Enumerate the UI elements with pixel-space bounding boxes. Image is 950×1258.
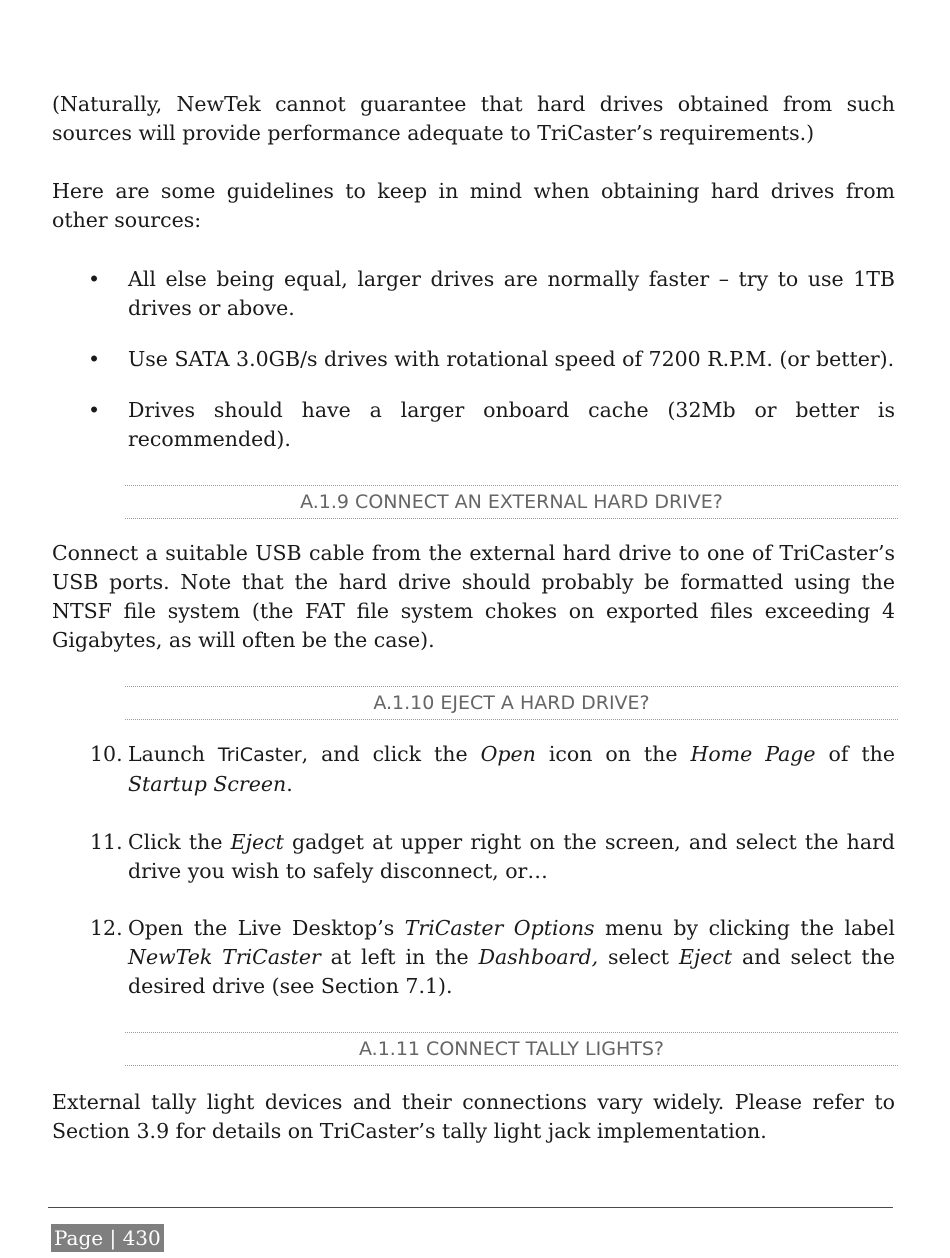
bullet-icon: • — [88, 398, 101, 422]
step-text-emphasis: Eject — [678, 945, 733, 969]
bullet-icon: • — [88, 267, 101, 291]
section-heading-a19: A.1.9 CONNECT AN EXTERNAL HARD DRIVE? — [125, 485, 898, 519]
list-item-text: All else being equal, larger drives are normally faster – try to use 1TB drives or above. — [128, 267, 895, 320]
document-page — [52, 90, 895, 1146]
step-text: Click the — [128, 830, 231, 854]
step-text: , and click the — [301, 742, 481, 766]
step-text-emphasis: Dashboard, — [478, 945, 599, 969]
footer-divider — [48, 1207, 893, 1208]
step-text: and select the desired drive (see Section 7.1). — [128, 945, 895, 998]
step-number: 12. — [90, 916, 123, 940]
step-text-emphasis: NewTek TriCaster — [128, 945, 321, 969]
step-text: Launch — [128, 742, 218, 766]
intro-paragraph-1: (Naturally, NewTek cannot guarantee that hard drives obtained from such sources will provide performance adequate to TriCaster’s requirements.) — [52, 92, 895, 145]
step-text: Open the Live Desktop’s — [128, 916, 405, 940]
list-item — [52, 265, 895, 323]
step-text: select — [598, 945, 679, 969]
section-heading-a111: A.1.11 CONNECT TALLY LIGHTS? — [125, 1032, 898, 1066]
step-text: menu by clicking the label — [594, 916, 895, 940]
step-text-product-name: TriCaster — [217, 744, 302, 766]
list-item — [52, 396, 895, 454]
list-item-text: Use SATA 3.0GB/s drives with rotational speed of 7200 R.P.M. (or better). — [128, 347, 895, 371]
list-item — [52, 828, 895, 886]
step-number: 10. — [90, 742, 123, 766]
step-number: 11. — [90, 830, 123, 854]
eject-steps-list — [52, 740, 895, 1001]
list-item — [52, 914, 895, 1001]
list-item — [52, 345, 895, 374]
step-text-emphasis: Open — [480, 742, 536, 766]
intro-paragraph-2: Here are some guidelines to keep in mind when obtaining hard drives from other sources: — [52, 179, 895, 232]
bullet-icon: • — [88, 347, 101, 371]
step-text: of the — [815, 742, 895, 766]
step-text: . — [286, 772, 293, 796]
step-text: at left in the — [320, 945, 479, 969]
list-item — [52, 740, 895, 799]
list-item-text: Drives should have a larger onboard cache (32Mb or better is recommended). — [128, 398, 895, 451]
step-text-emphasis: TriCaster Options — [404, 916, 595, 940]
guidelines-list — [52, 265, 895, 454]
section-a111-body: External tally light devices and their connections vary widely. Please refer to Section 3.9 for details on TriCaster’s tally light jack implementation. — [52, 1090, 895, 1143]
section-a19-body: Connect a suitable USB cable from the external hard drive to one of TriCaster’s USB ports. Note that the hard drive should probably be formatted using the NTSF file system (the FAT file system chokes on exported files exceeding 4 Gigabytes, as will often be the case). — [52, 541, 895, 652]
page-number-badge: Page | 430 — [51, 1224, 164, 1252]
step-text-emphasis: Home Page — [690, 742, 816, 766]
step-text: gadget at upper right on the screen, and select the hard drive you wish to safely disconnect, or… — [128, 830, 895, 883]
section-heading-a110: A.1.10 EJECT A HARD DRIVE? — [125, 686, 898, 720]
step-text: icon on the — [535, 742, 691, 766]
step-text-emphasis: Eject — [230, 830, 284, 854]
step-text-emphasis: Startup Screen — [128, 772, 287, 796]
